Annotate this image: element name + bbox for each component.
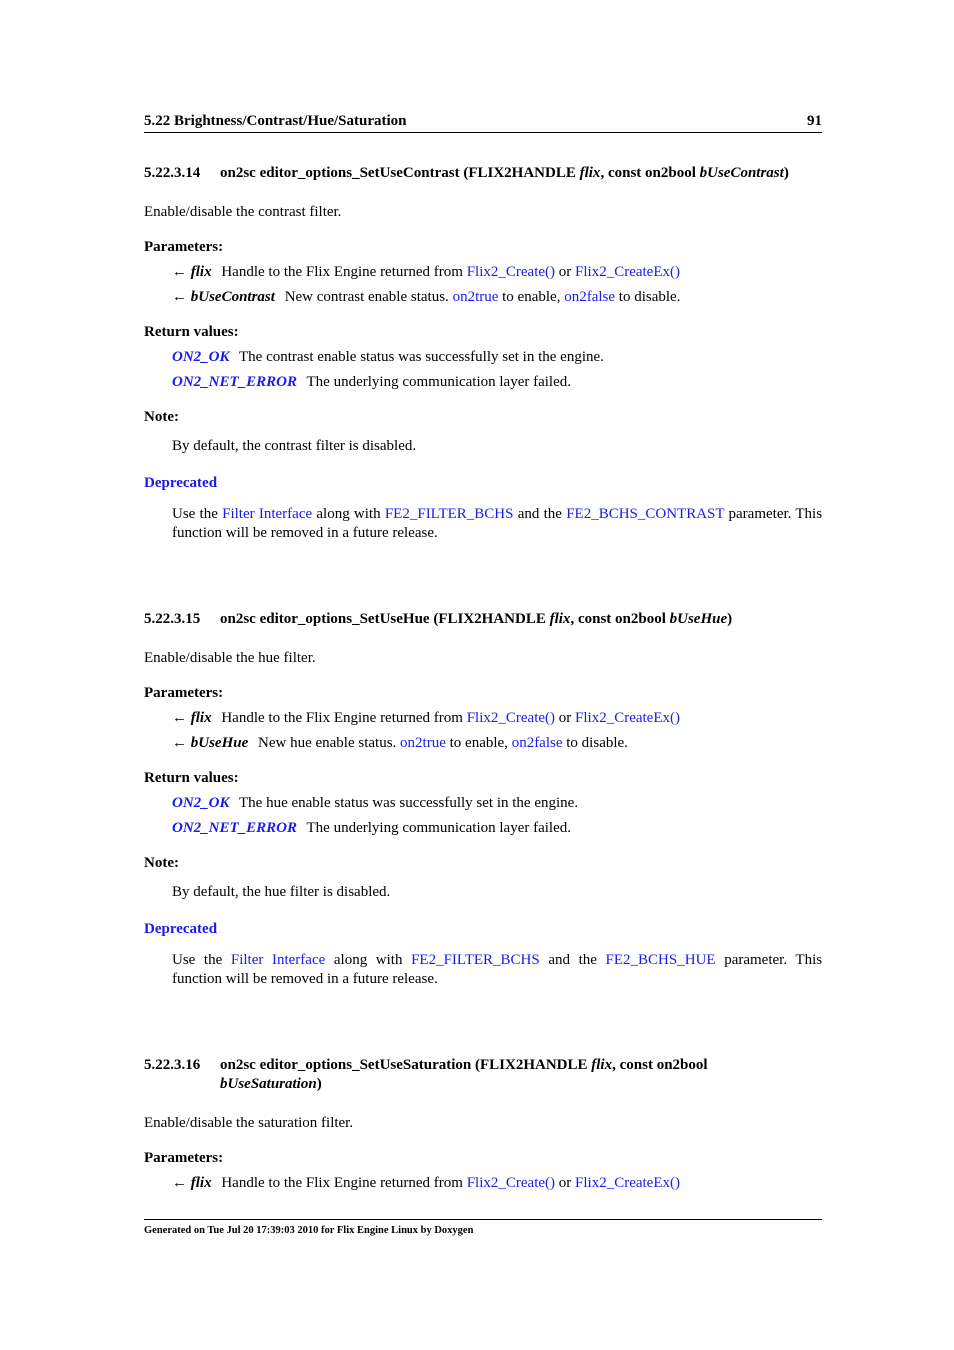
param-name: flix [190,710,212,726]
note-text: By default, the contrast filter is disabled. [172,438,417,454]
flix2-create-link[interactable]: Flix2_Create() [466,1175,556,1191]
section-number: 5.22.3.14 [144,165,201,181]
page-number: 91 [807,113,822,129]
function-title [144,610,822,629]
function-section-setusesaturation [144,1056,822,1193]
deprecated-text: Use the Filter Interface along with FE2_FILTER_BCHS and the FE2_BCHS_HUE parameter. This function will be removed in a future release. [172,952,823,987]
return-row-net-error: ON2_NET_ERROR The underlying communication layer failed. [172,820,572,836]
page-header [144,113,822,133]
function-section-setusehue [144,610,822,989]
param-name: bUseContrast [190,289,275,305]
note-heading: Note: [144,855,179,871]
parameters-heading: Parameters: [144,685,224,701]
fe2-filter-bchs-link[interactable]: FE2_FILTER_BCHS [384,506,514,522]
in-arrow-icon: ← [172,1175,187,1191]
note-heading: Note: [144,409,179,425]
fe2-bchs-param-link[interactable]: FE2_BCHS_CONTRAST [566,506,725,522]
in-arrow-icon: ← [172,264,187,280]
return-values-heading: Return values: [144,324,239,340]
function-signature: on2sc editor_options_SetUseSaturation (FLIX2HANDLE flix, const on2bool bUseSaturation) [220,1057,708,1092]
function-description: Enable/disable the contrast filter. [144,204,342,220]
parameters-heading: Parameters: [144,1150,224,1166]
param-row-flix: ← flix Handle to the Flix Engine returned from Flix2_Create() or Flix2_CreateEx() [172,264,680,280]
on2false-link[interactable]: on2false [564,289,616,305]
parameters-heading: Parameters: [144,239,224,255]
param-row-busehue: ← bUseHue New hue enable status. on2true to enable, on2false to disable. [172,735,628,751]
deprecated-text: Use the Filter Interface along with FE2_FILTER_BCHS and the FE2_BCHS_CONTRAST parameter. This function will be removed in a future release. [172,506,823,541]
in-arrow-icon: ← [172,289,187,305]
function-title [144,1056,822,1094]
in-arrow-icon: ← [172,735,187,751]
note-text: By default, the hue filter is disabled. [172,884,391,900]
fe2-bchs-param-link[interactable]: FE2_BCHS_HUE [605,952,716,968]
function-section-setusecontrast [144,164,822,543]
function-title [144,164,822,183]
flix2-create-link[interactable]: Flix2_Create() [466,264,556,280]
return-row-net-error: ON2_NET_ERROR The underlying communication layer failed. [172,374,572,390]
fe2-filter-bchs-link[interactable]: FE2_FILTER_BCHS [411,952,540,968]
flix2-createex-link[interactable]: Flix2_CreateEx() [575,710,680,726]
return-row-ok: ON2_OK The contrast enable status was successfully set in the engine. [172,349,604,365]
flix2-createex-link[interactable]: Flix2_CreateEx() [575,1175,680,1191]
return-row-ok: ON2_OK The hue enable status was successfully set in the engine. [172,795,579,811]
param-row-flix: ← flix Handle to the Flix Engine returned from Flix2_Create() or Flix2_CreateEx() [172,1175,680,1191]
header-section-title: 5.22 Brightness/Contrast/Hue/Saturation [144,113,407,129]
param-name: flix [190,264,212,280]
filter-interface-link[interactable]: Filter Interface [222,506,313,522]
function-signature: on2sc editor_options_SetUseHue (FLIX2HANDLE flix, const on2bool bUseHue) [220,611,733,627]
on2-net-error-link[interactable]: ON2_NET_ERROR [172,374,298,390]
flix2-create-link[interactable]: Flix2_Create() [466,710,556,726]
in-arrow-icon: ← [172,710,187,726]
section-number: 5.22.3.16 [144,1057,201,1073]
filter-interface-link[interactable]: Filter Interface [230,952,326,968]
function-description: Enable/disable the saturation filter. [144,1115,354,1131]
return-values-heading: Return values: [144,770,239,786]
function-description: Enable/disable the hue filter. [144,650,316,666]
section-number: 5.22.3.15 [144,611,201,627]
page-footer: Generated on Tue Jul 20 17:39:03 2010 for Flix Engine Linux by Doxygen [144,1219,822,1236]
on2true-link[interactable]: on2true [452,289,499,305]
flix2-createex-link[interactable]: Flix2_CreateEx() [575,264,680,280]
on2true-link[interactable]: on2true [400,735,446,751]
on2-ok-link[interactable]: ON2_OK [172,795,230,811]
on2-ok-link[interactable]: ON2_OK [172,349,230,365]
param-name: bUseHue [190,735,249,751]
deprecated-link[interactable]: Deprecated [144,475,218,491]
param-row-flix: ← flix Handle to the Flix Engine returned from Flix2_Create() or Flix2_CreateEx() [172,710,680,726]
on2false-link[interactable]: on2false [511,735,563,751]
function-signature: on2sc editor_options_SetUseContrast (FLIX2HANDLE flix, const on2bool bUseContrast) [220,165,789,181]
param-row-busecontrast: ← bUseContrast New contrast enable status. on2true to enable, on2false to disable. [172,289,681,305]
param-name: flix [190,1175,212,1191]
deprecated-link[interactable]: Deprecated [144,921,218,937]
on2-net-error-link[interactable]: ON2_NET_ERROR [172,820,298,836]
